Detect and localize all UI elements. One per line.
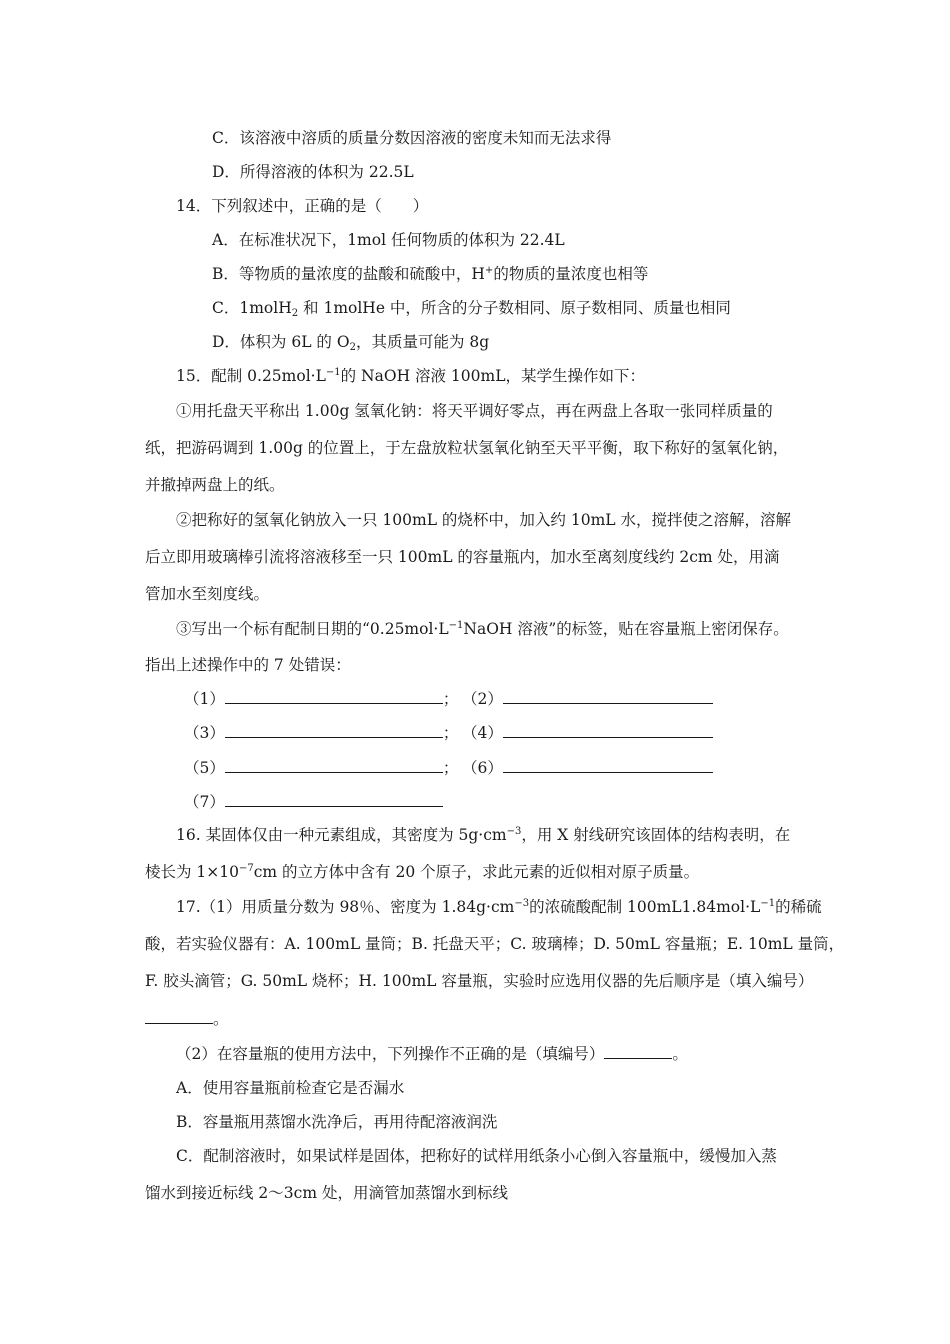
q17-option-c-line2: 馏水到接近标线 2～3cm 处，用滴管加蒸馏水到标线 [145, 1184, 508, 1202]
q13-option-c: C．该溶液中溶质的质量分数因溶液的密度未知而无法求得 [212, 129, 612, 147]
answer-blank-4[interactable] [503, 722, 713, 738]
answer-row-6 [462, 757, 713, 778]
q17-line1 [176, 897, 822, 917]
answer-label-5: （5） [184, 759, 225, 777]
q16-line2-sup: −7 [239, 863, 254, 874]
q14-option-c [212, 298, 731, 318]
q14-option-b-pre: B．等物质的量浓度的盐酸和硫酸中，H [212, 265, 485, 283]
q15-step3-pre: ③写出一个标有配制日期的“0.25mol·L [176, 620, 449, 638]
q16-line2-post: cm 的立方体中含有 20 个原子，求此元素的近似相对原子质量。 [253, 863, 700, 881]
q14-option-d-sub: 2 [349, 342, 356, 353]
q17-line3: F. 胶头滴管；G. 50mL 烧杯；H. 100mL 容量瓶，实验时应选用仪器的先后顺序是（填入编号） [145, 972, 814, 990]
q16-line2-pre: 棱长为 1×10 [145, 863, 239, 881]
answer-sep-3: ； [442, 724, 459, 742]
q15-stem-sup: −1 [325, 367, 341, 378]
q17-line4 [145, 1008, 229, 1029]
q16-line1-pre: 16. 某固体仅由一种元素组成，其密度为 5g·cm [176, 826, 507, 844]
q15-step1-line1: ①用托盘天平称出 1.00g 氢氧化钠：将天平调好零点，再在两盘上各取一张同样质量的 [176, 402, 773, 420]
answer-label-2: （2） [462, 690, 503, 708]
answer-row-3 [184, 722, 458, 743]
q14-option-d-post: ，其质量可能为 8g [355, 333, 490, 351]
answer-label-3: （3） [184, 724, 225, 742]
q13-option-d: D．所得溶液的体积为 22.5L [212, 163, 414, 181]
q14-option-c-pre: C．1molH [212, 299, 292, 317]
answer-blank-6[interactable] [503, 757, 713, 773]
q14-option-a: A．在标准状况下，1mol 任何物质的体积为 22.4L [212, 231, 565, 249]
answer-blank-3[interactable] [225, 722, 443, 738]
q16-line2 [145, 862, 699, 882]
q17-line4-end: 。 [213, 1010, 229, 1028]
q16-line1 [176, 825, 790, 845]
q14-option-d-pre: D．体积为 6L 的 O [212, 333, 350, 351]
q15-prompt: 指出上述操作中的 7 处错误： [145, 656, 351, 674]
q17-line2: 酸，若实验仪器有：A. 100mL 量筒；B. 托盘天平；C. 玻璃棒；D. 50mL 容量瓶；E. 10mL 量筒， [145, 935, 845, 953]
q14-option-b-post: 的物质的量浓度也相等 [493, 265, 649, 283]
q17-part2-answer-blank[interactable] [604, 1043, 672, 1059]
answer-row-4 [462, 722, 713, 743]
q14-option-d [212, 332, 489, 352]
q14-option-b-sup: + [484, 265, 494, 276]
answer-row-7 [184, 791, 443, 812]
answer-row-5 [184, 757, 458, 778]
q17-line1-c: 的稀硫 [775, 898, 822, 916]
q15-step2-line2: 后立即用玻璃棒引流将溶液移至一只 100mL 的容量瓶内，加水至离刻度线约 2cm 处，用滴 [145, 548, 780, 566]
answer-label-4: （4） [462, 724, 503, 742]
answer-row-2 [462, 688, 713, 709]
answer-label-1: （1） [184, 690, 225, 708]
answer-blank-7[interactable] [225, 791, 443, 807]
answer-row-1 [184, 688, 458, 709]
q17-option-a: A．使用容量瓶前检查它是否漏水 [176, 1079, 405, 1097]
q15-step3-sup: −1 [448, 620, 464, 631]
q17-option-c-line1: C．配制溶液时，如果试样是固体，把称好的试样用纸条小心倒入容量瓶中，缓慢加入蒸 [176, 1147, 777, 1165]
answer-blank-2[interactable] [503, 688, 713, 704]
q16-line1-sup: −3 [506, 826, 522, 837]
q17-option-b: B．容量瓶用蒸馏水洗净后，再用待配溶液润洗 [176, 1113, 498, 1131]
answer-sep-1: ； [442, 690, 459, 708]
q17-part2-stem [176, 1043, 688, 1064]
q15-step1-line3: 并撤掉两盘上的纸。 [145, 476, 285, 494]
q17-part1-answer-blank[interactable] [145, 1008, 213, 1024]
q14-option-c-sub: 2 [291, 308, 299, 319]
answer-label-7: （7） [184, 793, 225, 811]
q17-line1-sup1: −3 [514, 898, 530, 909]
q17-line1-a: 17.（1）用质量分数为 98％、密度为 1.84g·cm [176, 898, 515, 916]
answer-sep-5: ； [442, 759, 459, 777]
q15-stem [176, 366, 645, 386]
q17-part2-end: 。 [672, 1045, 688, 1063]
q14-option-c-post: 和 1molHe 中，所含的分子数相同、原子数相同、质量也相同 [298, 299, 731, 317]
q15-step2-line3: 管加水至刻度线。 [145, 585, 270, 603]
q15-step2-line1: ②把称好的氢氧化钠放入一只 100mL 的烧杯中，加入约 10mL 水，搅拌使之溶解，溶解 [176, 511, 791, 529]
answer-blank-5[interactable] [225, 757, 443, 773]
q15-step3 [176, 619, 789, 639]
q15-step1-line2: 纸，把游码调到 1.00g 的位置上，于左盘放粒状氢氧化钠至天平平衡，取下称好的氢氧化钠， [145, 439, 789, 457]
q15-stem-post: 的 NaOH 溶液 100mL，某学生操作如下： [340, 367, 646, 385]
answer-blank-1[interactable] [225, 688, 443, 704]
q15-stem-pre: 15．配制 0.25mol·L [176, 367, 326, 385]
q17-line1-b: 的浓硫酸配制 100mL1.84mol·L [529, 898, 761, 916]
answer-label-6: （6） [462, 759, 503, 777]
q17-part2-stem-text: （2）在容量瓶的使用方法中，下列操作不正确的是（填编号） [176, 1045, 605, 1063]
q17-line1-sup2: −1 [760, 898, 776, 909]
q16-line1-post: ，用 X 射线研究该固体的结构表明，在 [521, 826, 791, 844]
q14-stem: 14．下列叙述中，正确的是（ ） [176, 197, 429, 215]
q15-step3-post: NaOH 溶液”的标签，贴在容量瓶上密闭保存。 [463, 620, 789, 638]
q14-option-b [212, 264, 648, 284]
